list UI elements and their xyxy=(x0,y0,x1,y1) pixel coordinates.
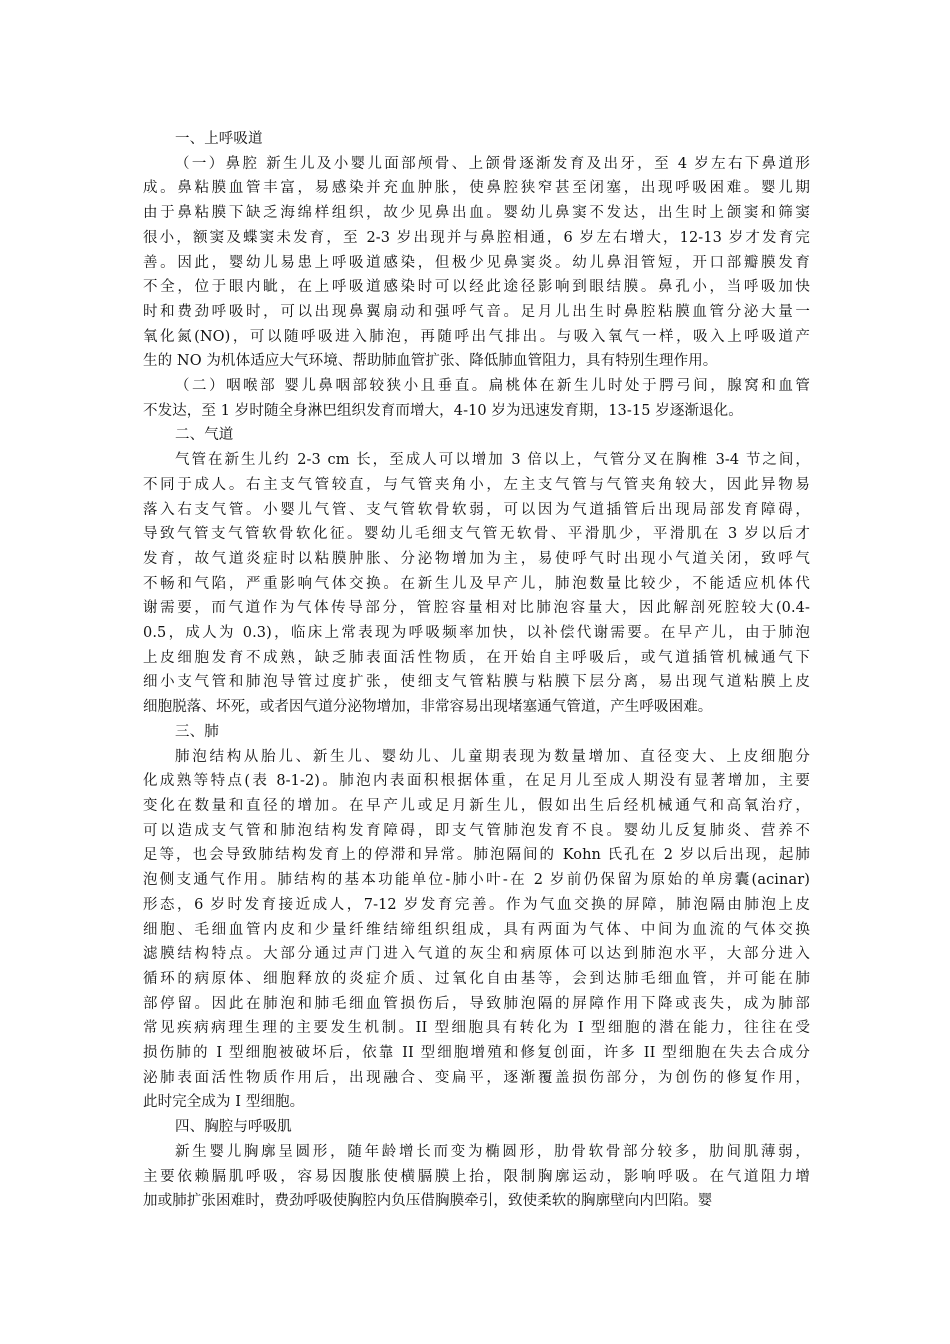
text-line: 谢需要，而气道作为气体传导部分，管腔容量相对比肺泡容量大，因此解剖死腔较大(0.4- xyxy=(143,600,810,617)
text-line: 发育，故气道炎症时以粘膜肿胀、分泌物增加为主，易使呼气时出现小气道关闭，致呼气 xyxy=(143,550,810,567)
text-line: 不发达，至 1 岁时随全身淋巴组织发育而增大，4-10 岁为迅速发育期，13-15 岁逐渐退化。 xyxy=(143,402,743,419)
paragraph xyxy=(143,152,810,374)
paragraph xyxy=(143,374,810,423)
section-heading: 二、气道 xyxy=(175,427,234,444)
text-line: 形态，6 岁时发育接近成人，7-12 岁发育完善。作为气血交换的屏障，肺泡隔由肺泡上皮 xyxy=(143,896,810,913)
text-line: 时和费劲呼吸时，可以出现鼻翼扇动和强呼气音。足月儿出生时鼻腔粘膜血管分泌大量一 xyxy=(143,303,810,320)
section-heading: 一、上呼吸道 xyxy=(175,131,263,147)
text-line: （一）鼻腔 新生儿及小婴儿面部颅骨、上颌骨逐渐发育及出牙，至 4 岁左右下鼻道形 xyxy=(175,155,810,172)
text-line: 泌肺表面活性物质作用后，出现融合、变扁平，逐渐覆盖损伤部分，为创伤的修复作用， xyxy=(143,1069,810,1086)
text-line: 气管在新生儿约 2-3 cm 长，至成人可以增加 3 倍以上，气管分叉在胸椎 3-4 节之间， xyxy=(175,452,810,469)
text-line: 主要依赖膈肌呼吸，容易因腹胀使横膈膜上抬，限制胸廓运动，影响呼吸。在气道阻力增 xyxy=(143,1168,810,1185)
text-line: 0.5，成人为 0.3)，临床上常表现为呼吸频率加快，以补偿代谢需要。在早产儿，由于肺泡 xyxy=(143,625,810,642)
text-line: 生的 NO 为机体适应大气环境、帮助肺血管扩张、降低肺血管阻力，具有特别生理作用。 xyxy=(143,353,718,370)
text-line: 损伤肺的 I 型细胞被破坏后，依靠 II 型细胞增殖和修复创面，许多 II 型细胞在失去合成分 xyxy=(143,1045,810,1062)
paragraph xyxy=(143,1140,810,1214)
text-line: 不全，位于眼内眦，在上呼吸道感染时可以经此途径影响到眼结膜。鼻孔小，当呼吸加快 xyxy=(143,279,810,296)
text-line: 导致气管支气管软骨软化征。婴幼儿毛细支气管无软骨、平滑肌少，平滑肌在 3 岁以后才 xyxy=(143,526,810,543)
text-line: 落入右支气管。小婴儿气管、支气管软骨软弱，可以因为气道插管后出现局部发育障碍， xyxy=(143,501,810,518)
text-line: 不畅和气陷，严重影响气体交换。在新生儿及早产儿，肺泡数量比较少，不能适应机体代 xyxy=(143,575,810,592)
text-line: 细小支气管和肺泡导管过度扩张，使细支气管粘膜与粘膜下层分离，易出现气道粘膜上皮 xyxy=(143,674,810,691)
text-line: 化成熟等特点(表 8-1-2)。肺泡内表面积根据体重，在足月儿至成人期没有显著增加，主要 xyxy=(143,773,810,790)
text-line: 可以造成支气管和肺泡结构发育障碍，即支气管肺泡发育不良。婴幼儿反复肺炎、营养不 xyxy=(143,822,810,839)
text-line: 上皮细胞发育不成熟，缺乏肺表面活性物质，在开始自主呼吸后，或气道插管机械通气下 xyxy=(143,649,810,666)
text-line: 善。因此，婴幼儿易患上呼吸道感染，但极少见鼻窦炎。幼儿鼻泪管短，开口部瓣膜发育 xyxy=(143,254,810,271)
section-heading: 四、胸腔与呼吸肌 xyxy=(175,1119,292,1136)
text-line: 很小，额窦及蝶窦未发育，至 2-3 岁出现并与鼻腔相通，6 岁左右增大，12-13 岁才发育完 xyxy=(143,229,810,246)
text-line: 肺泡结构从胎儿、新生儿、婴幼儿、儿童期表现为数量增加、直径变大、上皮细胞分 xyxy=(175,748,810,765)
text-line: 加或肺扩张困难时，费劲呼吸使胸腔内负压借胸膜牵引，致使柔软的胸廓壁向内凹陷。婴 xyxy=(143,1193,713,1210)
text-line: 氧化氮(NO)，可以随呼吸进入肺泡，再随呼出气排出。与吸入氧气一样，吸入上呼吸道产 xyxy=(143,328,810,345)
text-line: 泡侧支通气作用。肺结构的基本功能单位-肺小叶-在 2 岁前仍保留为原始的单房囊(acinar) xyxy=(143,872,810,889)
text-line: 细胞脱落、坏死，或者因气道分泌物增加，非常容易出现堵塞通气管道，产生呼吸困难。 xyxy=(143,699,713,716)
text-line: 此时完全成为 I 型细胞。 xyxy=(143,1094,305,1111)
section-heading: 三、肺 xyxy=(175,723,219,740)
text-line: 成。鼻粘膜血管丰富，易感染并充血肿胀，使鼻腔狭窄甚至闭塞，出现呼吸困难。婴儿期 xyxy=(143,180,810,197)
text-line: 足等，也会导致肺结构发育上的停滞和异常。肺泡隔间的 Kohn 氏孔在 2 岁以后出现，起肺 xyxy=(143,847,810,864)
text-line: 滤膜结构特点。大部分通过声门进入气道的灰尘和病原体可以达到肺泡水平，大部分进入 xyxy=(143,946,810,963)
text-line: 变化在数量和直径的增加。在早产儿或足月新生儿，假如出生后经机械通气和高氧治疗， xyxy=(143,797,810,814)
paragraph xyxy=(143,745,810,1116)
paragraph xyxy=(143,448,810,720)
text-line: 新生婴儿胸廓呈圆形，随年龄增长而变为椭圆形，肋骨软骨部分较多，肋间肌薄弱， xyxy=(175,1143,810,1160)
text-line: （二）咽喉部 婴儿鼻咽部较狭小且垂直。扁桃体在新生儿时处于腭弓间，腺窝和血管 xyxy=(175,378,810,395)
document-body xyxy=(143,127,810,1214)
text-line: 常见疾病病理生理的主要发生机制。II 型细胞具有转化为 I 型细胞的潜在能力，往往在受 xyxy=(143,1020,810,1037)
text-line: 细胞、毛细血管内皮和少量纤维结缔组织组成，具有两面为气体、中间为血流的气体交换 xyxy=(143,921,810,938)
text-line: 部停留。因此在肺泡和肺毛细血管损伤后，导致肺泡隔的屏障作用下降或丧失，成为肺部 xyxy=(143,995,810,1012)
text-line: 循环的病原体、细胞释放的炎症介质、过氧化自由基等，会到达肺毛细血管，并可能在肺 xyxy=(143,970,810,987)
text-line: 由于鼻粘膜下缺乏海绵样组织，故少见鼻出血。婴幼儿鼻窦不发达，出生时上颌窦和筛窦 xyxy=(143,205,810,222)
text-line: 不同于成人。右主支气管较直，与气管夹角小，左主支气管与气管夹角较大，因此异物易 xyxy=(143,476,810,493)
